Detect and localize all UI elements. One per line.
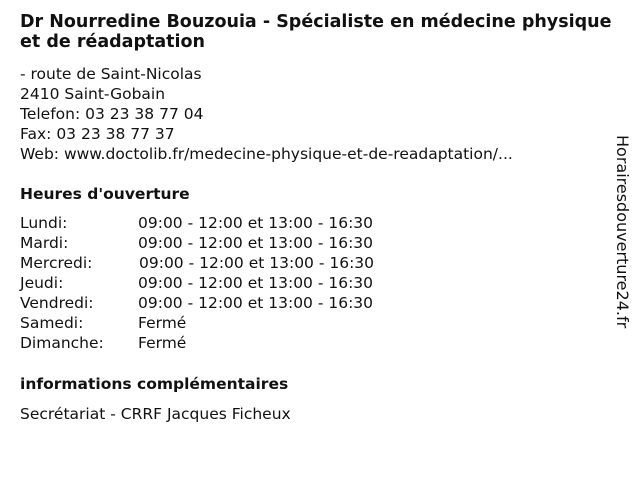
address-block <box>20 64 513 164</box>
day-label: Jeudi: <box>20 274 64 292</box>
time-value: Fermé <box>138 334 187 352</box>
street-address: - route de Saint-Nicolas <box>20 65 202 83</box>
day-label: Dimanche: <box>20 334 104 352</box>
hours-heading: Heures d'ouverture <box>20 185 190 203</box>
fax-number: Fax: 03 23 38 77 37 <box>20 125 175 143</box>
site-watermark: Horairesdouverture24.fr <box>613 135 632 329</box>
info-text: Secrétariat - CRRF Jacques Ficheux <box>20 405 291 423</box>
hours-row-friday <box>20 293 374 313</box>
info-heading: informations complémentaires <box>20 375 289 393</box>
day-label: Mercredi: <box>20 254 93 272</box>
day-label: Lundi: <box>20 214 68 232</box>
time-value: 09:00 - 12:00 et 13:00 - 16:30 <box>139 254 375 272</box>
postal-city: 2410 Saint-Gobain <box>20 85 166 103</box>
time-value: 09:00 - 12:00 et 13:00 - 16:30 <box>138 274 374 292</box>
hours-row-saturday <box>20 313 374 333</box>
phone-number: Telefon: 03 23 38 77 04 <box>20 105 204 123</box>
time-value: Fermé <box>138 314 187 332</box>
hours-row-tuesday <box>20 233 374 253</box>
hours-row-sunday <box>20 333 374 353</box>
hours-table <box>20 213 374 353</box>
website-link: Web: www.doctolib.fr/medecine-physique-et-de-readaptation/... <box>20 145 513 163</box>
day-label: Vendredi: <box>20 294 94 312</box>
day-label: Mardi: <box>20 234 69 252</box>
hours-row-monday <box>20 213 374 233</box>
hours-row-thursday <box>20 273 374 293</box>
day-label: Samedi: <box>20 314 84 332</box>
hours-row-wednesday <box>20 253 374 273</box>
time-value: 09:00 - 12:00 et 13:00 - 16:30 <box>138 234 374 252</box>
time-value: 09:00 - 12:00 et 13:00 - 16:30 <box>138 214 374 232</box>
page-title: Dr Nourredine Bouzouia - Spécialiste en médecine physique et de réadaptation <box>20 12 612 52</box>
time-value: 09:00 - 12:00 et 13:00 - 16:30 <box>138 294 374 312</box>
